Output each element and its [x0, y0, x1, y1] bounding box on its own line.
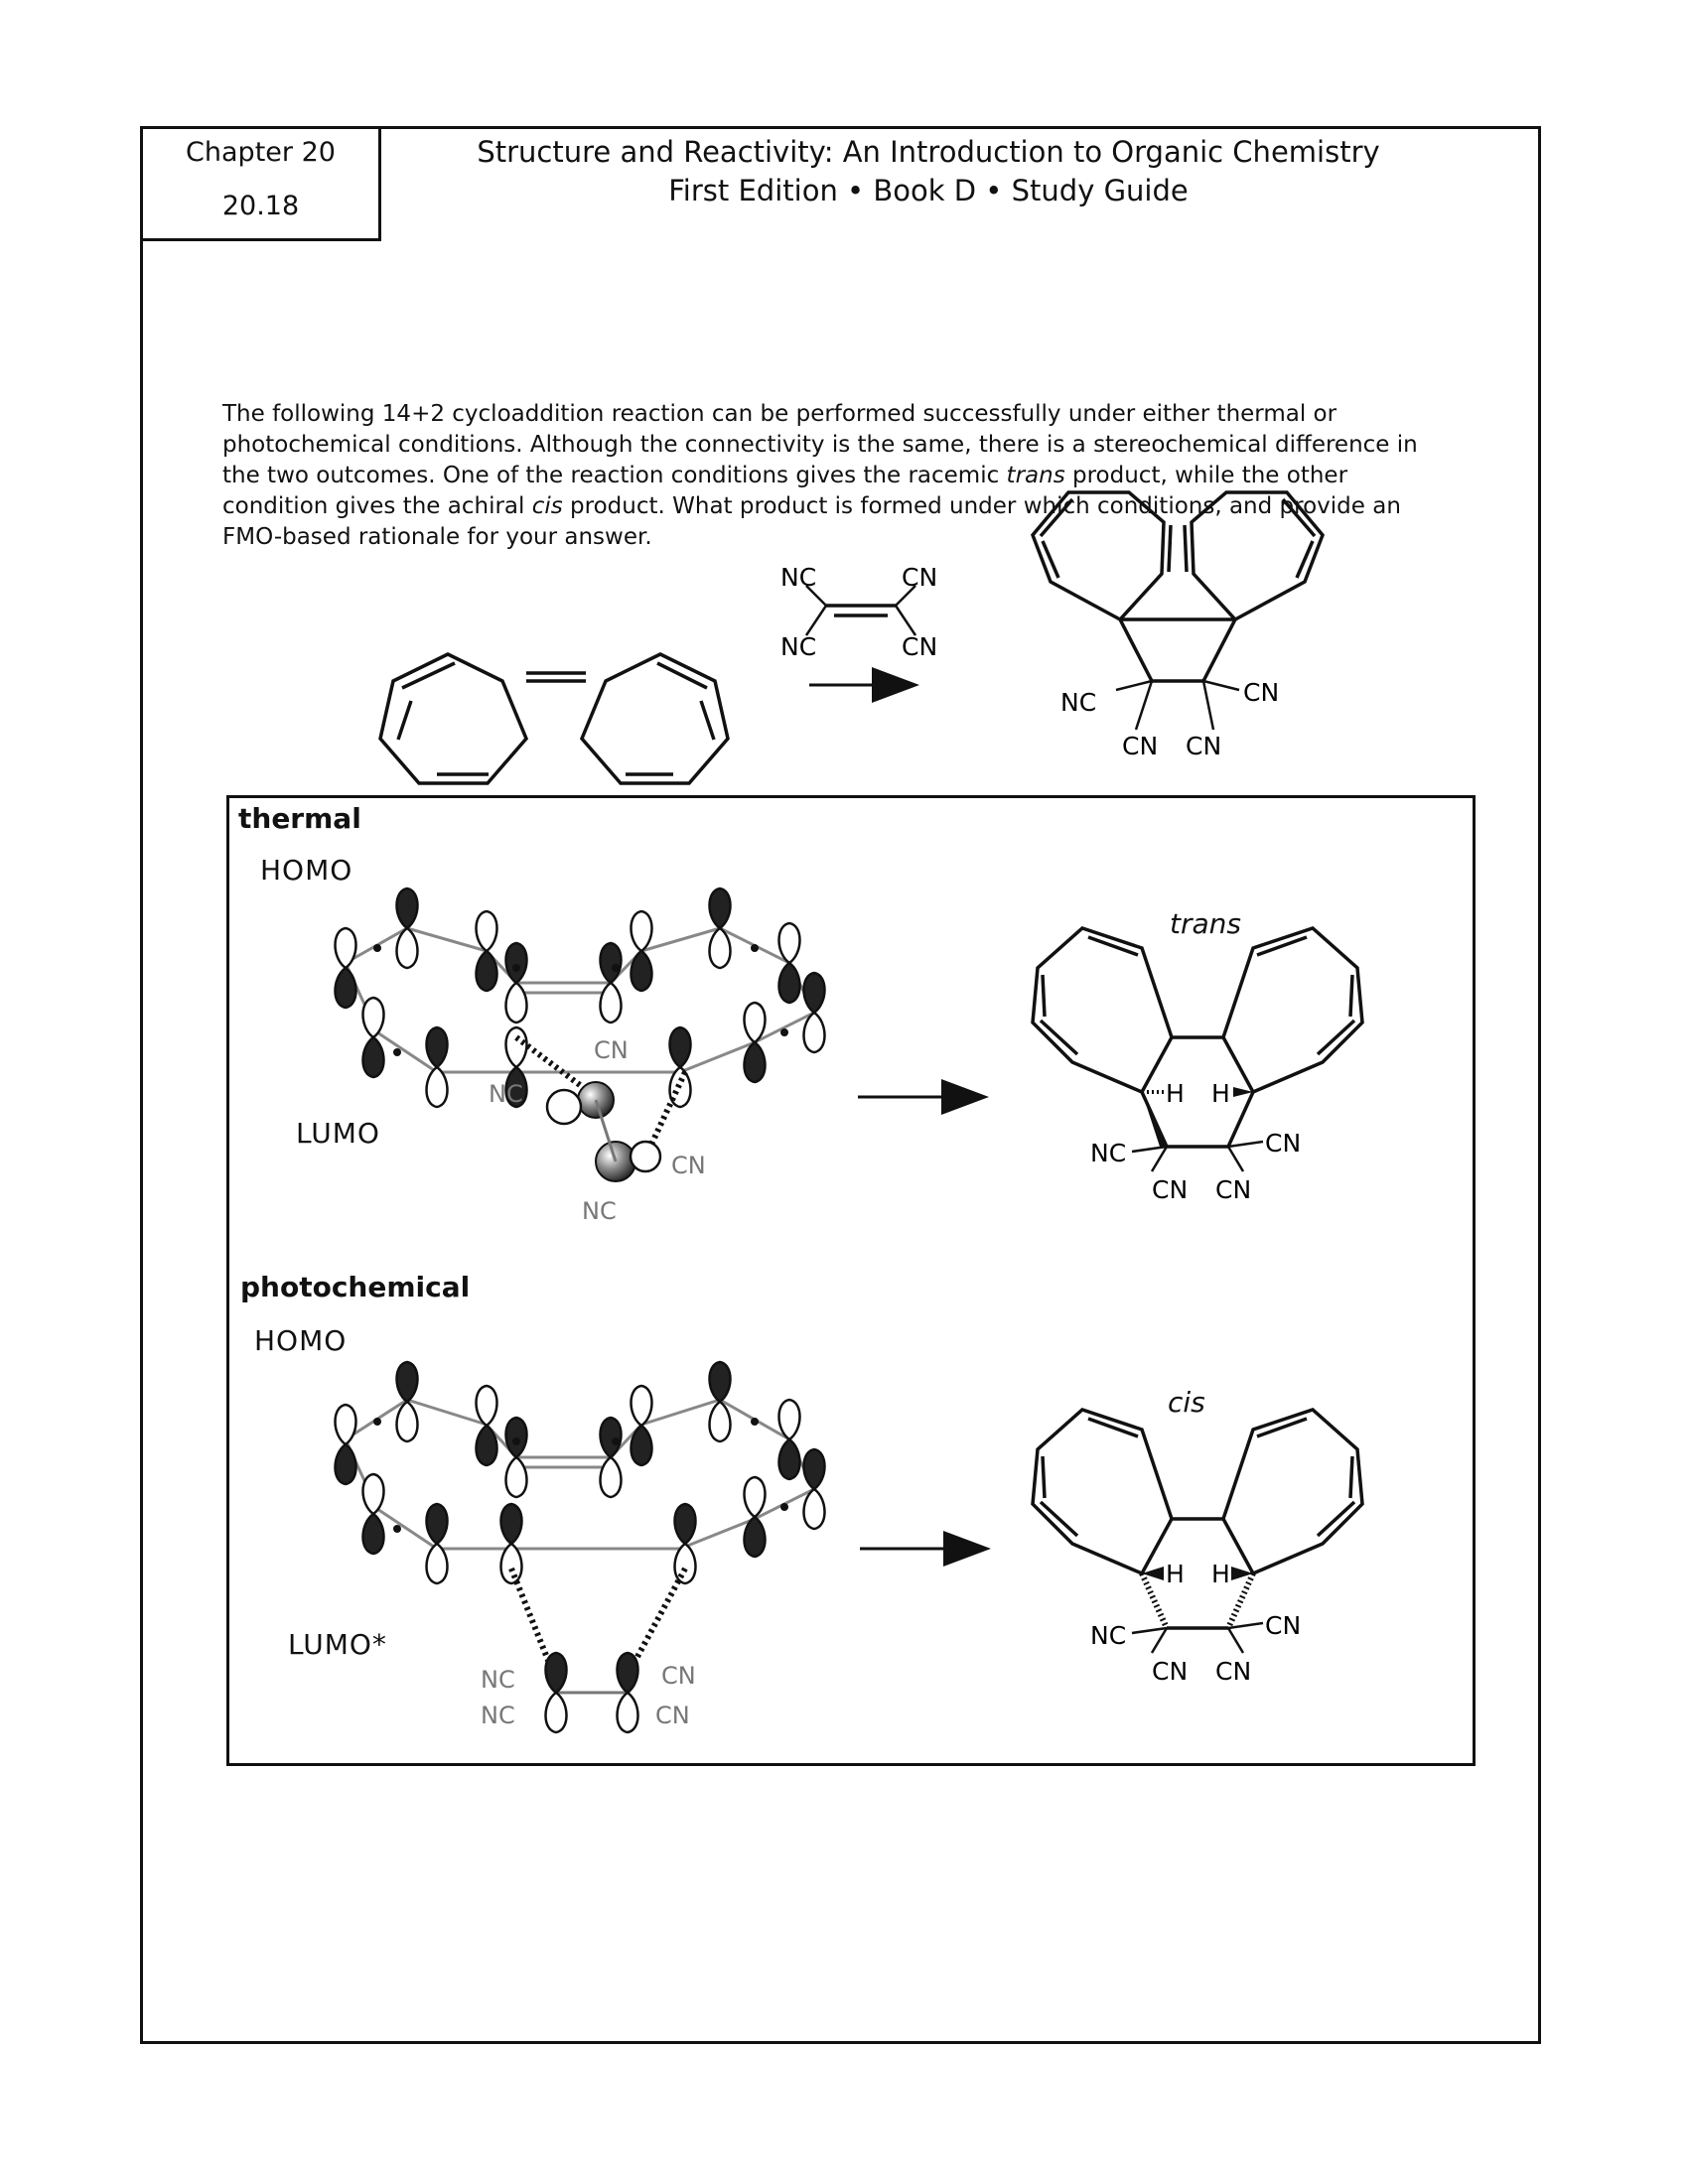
- book-subtitle: First Edition • Book D • Study Guide: [668, 174, 1189, 207]
- trans-product-structure: [1033, 928, 1362, 1171]
- thermal-orbital-sub-2: NC: [489, 1080, 523, 1108]
- thermal-orbital-sub-1: CN: [594, 1036, 629, 1064]
- product-label-nc: NC: [1060, 688, 1097, 717]
- product-label-cn-2: CN: [1122, 732, 1159, 760]
- cis-h-label-2: H: [1211, 1560, 1230, 1588]
- photo-orbital-sub-1: NC: [481, 1666, 515, 1694]
- thermal-lumo-label: LUMO: [296, 1117, 380, 1150]
- photochemical-title: photochemical: [240, 1271, 471, 1303]
- cis-h-label-1: H: [1166, 1560, 1185, 1588]
- photo-orbital-sub-2: NC: [481, 1702, 515, 1729]
- trans-sub-cn-2: CN: [1152, 1175, 1189, 1204]
- reagent-label-2: CN: [902, 563, 938, 592]
- photo-orbital-sub-4: CN: [655, 1702, 690, 1729]
- question-part-3: product. What product is formed under which conditions, and provide an FMO-based rationale for your answer.: [222, 493, 1401, 550]
- cis-sub-cn-3: CN: [1215, 1657, 1252, 1686]
- question-trans-word: trans: [1006, 463, 1065, 488]
- chapter-label: Chapter 20: [186, 137, 336, 168]
- question-part-2: product, while the other condition gives the achiral: [222, 463, 1348, 519]
- thermal-orbital-sub-4: NC: [582, 1197, 617, 1225]
- photochemical-homo-label: HOMO: [254, 1324, 348, 1357]
- reagent-label-3: NC: [780, 632, 817, 661]
- thermal-orbital-sub-3: CN: [671, 1152, 706, 1179]
- reagent-label-4: CN: [902, 632, 938, 661]
- book-title: Structure and Reactivity: An Introduction to Organic Chemistry: [477, 135, 1380, 169]
- thermal-product-label: trans: [1170, 907, 1241, 940]
- problem-number: 20.18: [221, 191, 300, 221]
- trans-sub-cn-3: CN: [1215, 1175, 1252, 1204]
- cis-product-structure: [1033, 1410, 1362, 1653]
- cis-sub-nc: NC: [1090, 1621, 1127, 1650]
- reagent-label-1: NC: [780, 563, 817, 592]
- thermal-title: thermal: [238, 802, 361, 835]
- question-cis-word: cis: [531, 493, 563, 519]
- question-part-1: The following 14+2 cycloaddition reaction can be performed successfully under either thermal or photochemical conditions. Although the connectivity is the same, there is a stereochemical difference in the two outcomes. One of the reaction conditions gives the racemic: [222, 401, 1418, 488]
- product-label-cn-3: CN: [1186, 732, 1222, 760]
- thermal-homo-orbitals: [336, 888, 825, 1225]
- photochemical-product-label: cis: [1168, 1386, 1205, 1419]
- trans-sub-cn-1: CN: [1265, 1129, 1302, 1158]
- photochemical-homo-orbitals: [336, 1362, 825, 1732]
- trans-h-label-1: H: [1166, 1079, 1185, 1108]
- photochemical-lumo-label: LUMO*: [288, 1628, 387, 1661]
- cis-sub-cn-2: CN: [1152, 1657, 1189, 1686]
- product-label-cn-1: CN: [1243, 678, 1280, 707]
- trans-h-label-2: H: [1211, 1079, 1230, 1108]
- photo-orbital-sub-3: CN: [661, 1662, 696, 1690]
- cis-sub-cn-1: CN: [1265, 1611, 1302, 1640]
- thermal-homo-label: HOMO: [260, 854, 353, 887]
- trans-sub-nc: NC: [1090, 1139, 1127, 1167]
